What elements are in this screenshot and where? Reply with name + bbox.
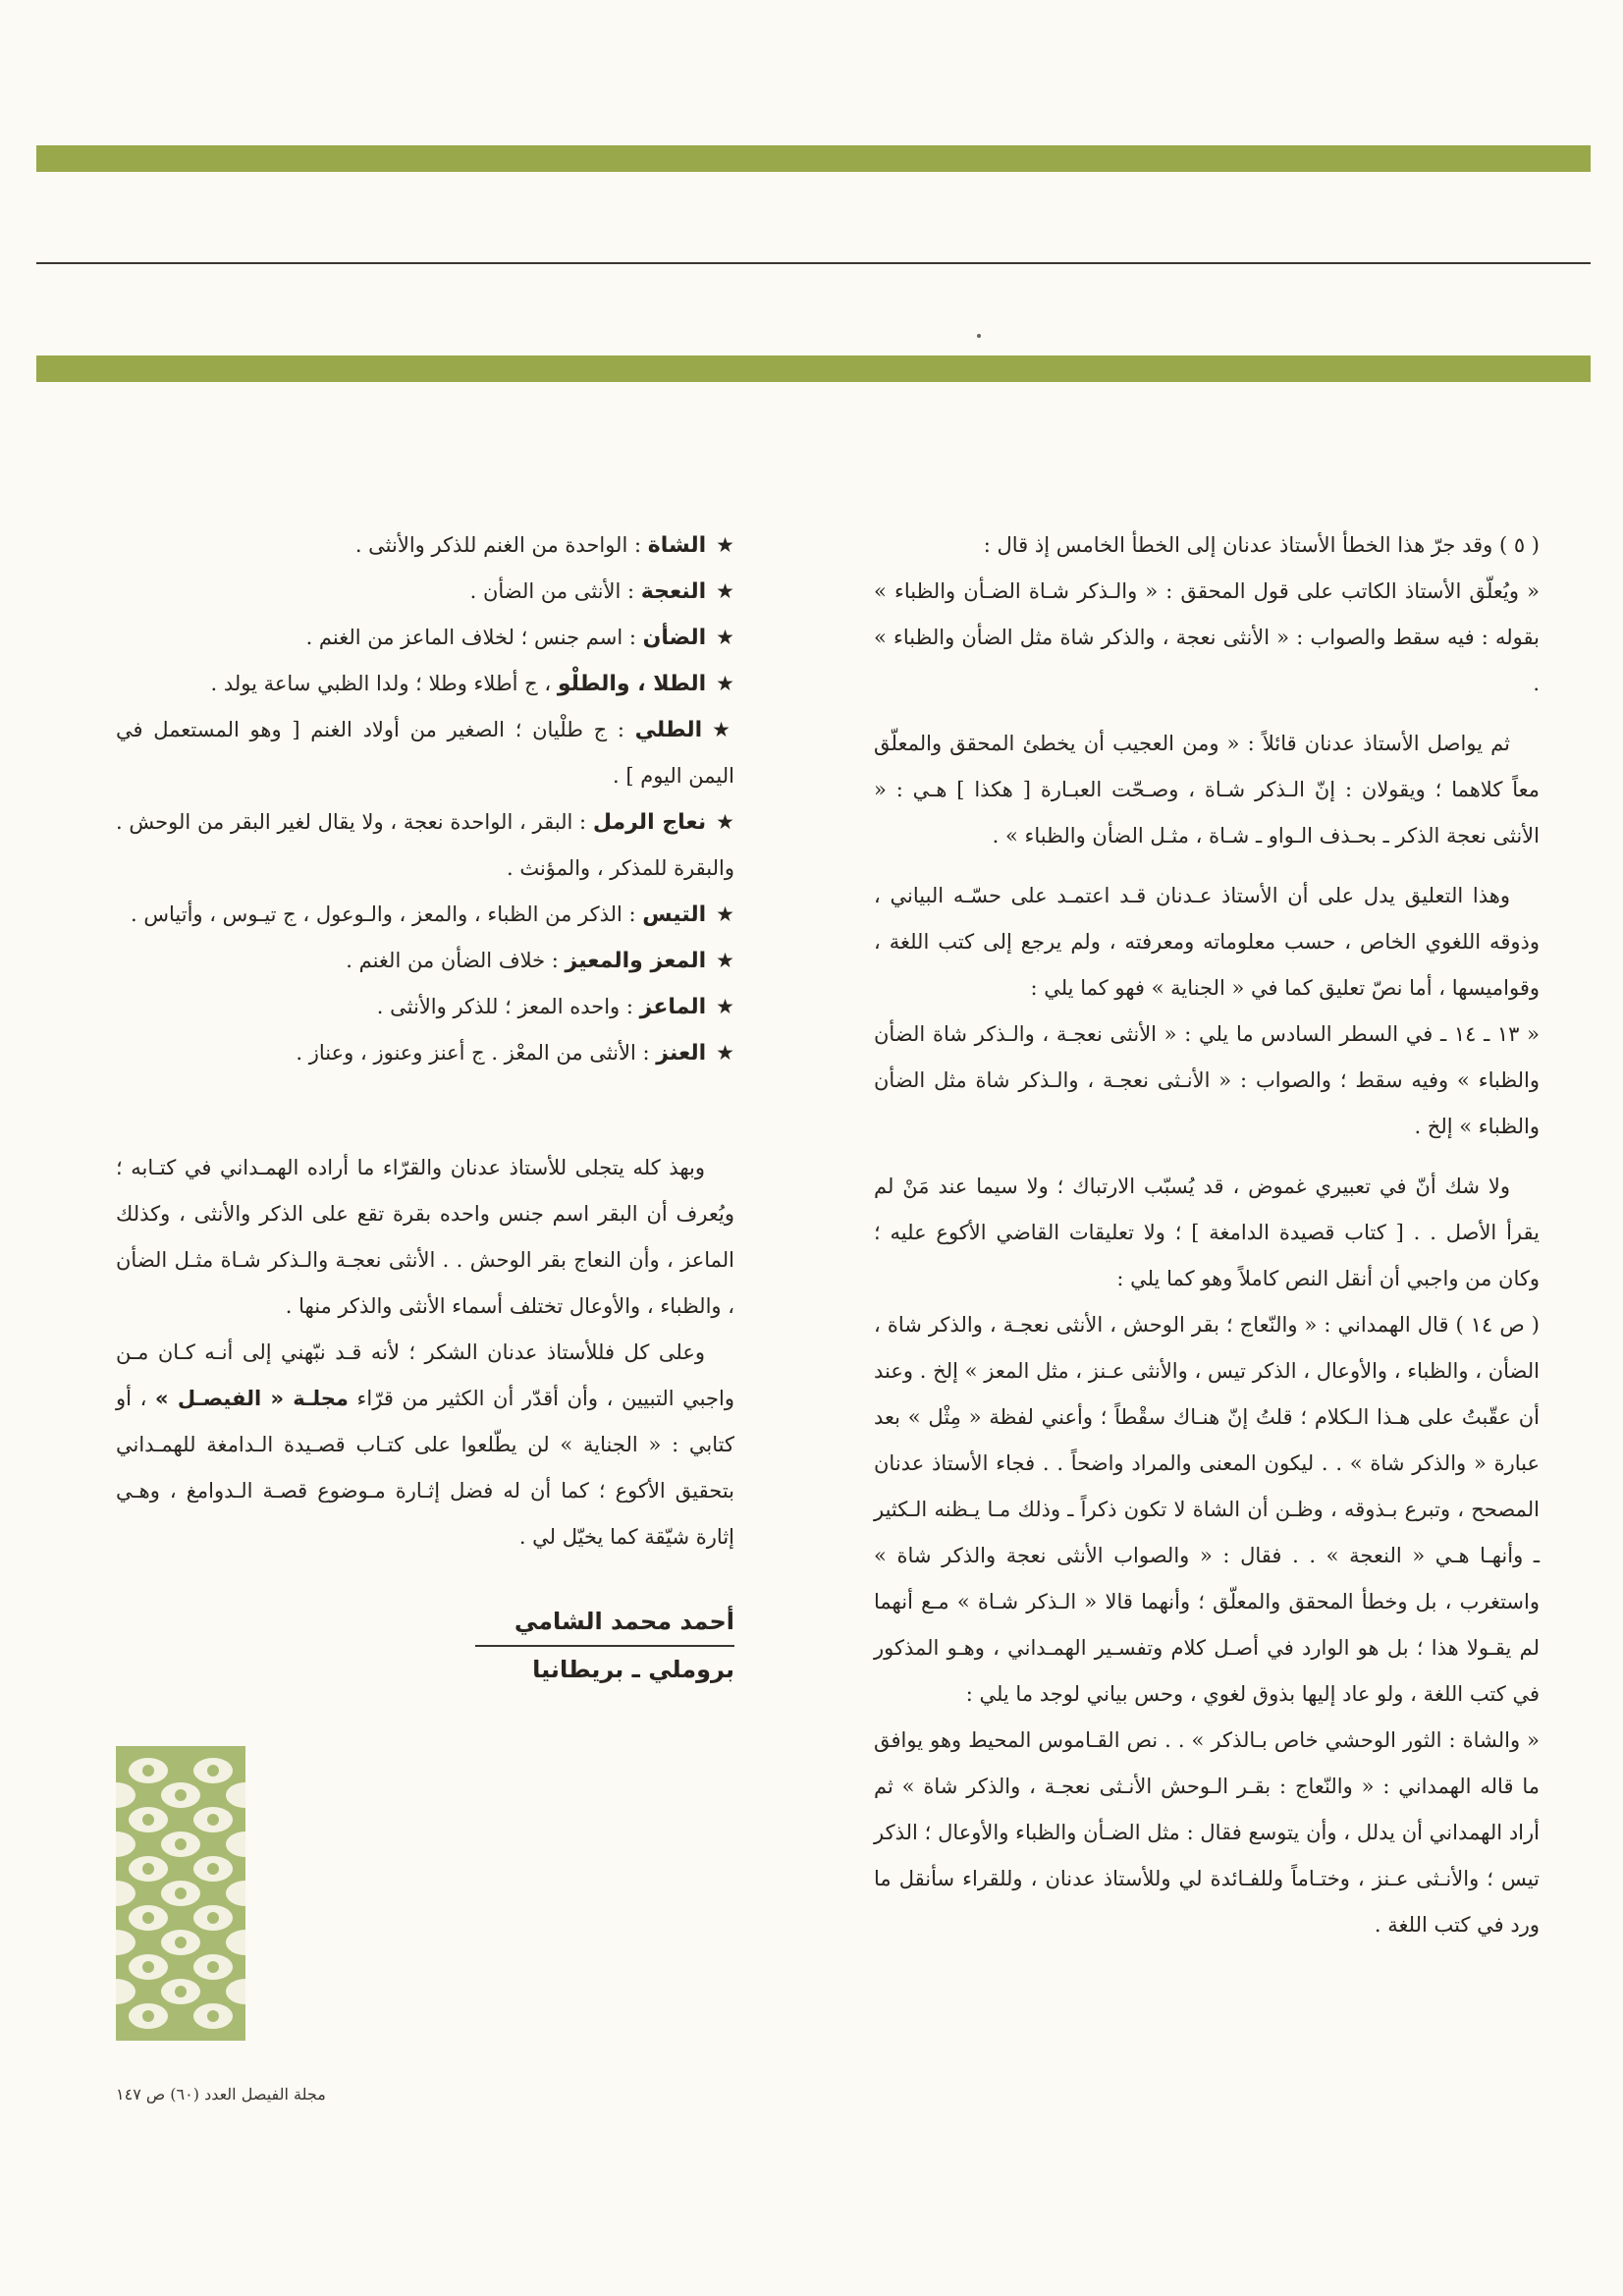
glossary-term: الماعز [639, 995, 707, 1019]
glossary-term: نعاج الرمل [592, 810, 707, 835]
glossary-list [116, 522, 734, 1076]
star-icon: ★ [716, 672, 734, 695]
glossary-term: الطلي [634, 718, 703, 742]
star-icon: ★ [716, 626, 734, 649]
glossary-definition: : ج طلْيان ؛ الصغير من أولاد الغنم [ وهو المستعمل في اليمن اليوم ] . [116, 718, 734, 788]
paragraph: ثم يواصل الأستاذ عدنان قائلاً : « ومن العجيب أن يخطئ المحقق والمعلّق معاً كلاهما ؛ ويقولان : إنّ الـذكر شـاة ، وصـحّت العبـارة [ هكذا ] هـي : « الأنثى نعجة الذكر ـ بحـذف الـواو ـ شـاة ، مثـل الضأن والظباء » . [874, 732, 1540, 847]
glossary-term: التيس [642, 902, 707, 927]
dot-mark [977, 334, 981, 338]
paragraph: ولا شك أنّ في تعبيري غموض ، قد يُسبّب الارتباك ؛ ولا سيما عند مَنْ لم يقرأ الأصل . . [ كتاب قصيدة الدامغة ] ؛ ولا تعليقات القاضي الأكوع عليه ؛ وكان من واجبي أن أنقل النص كاملاً وهو كما يلي : [874, 1175, 1540, 1290]
right-column [874, 522, 1540, 1948]
glossary-term: الشاة [647, 533, 707, 558]
glossary-term: الضأن [642, 626, 707, 650]
star-icon: ★ [716, 810, 735, 834]
glossary-item [116, 799, 734, 892]
signature-block [116, 1600, 734, 1692]
glossary-item [116, 522, 734, 569]
paragraph: وهذا التعليق يدل على أن الأستاذ عـدنان قـد اعتمـد على حسّـه البياني ، وذوقه اللغوي الخاص ، حسب معلوماته ومعرفته ، ولم يرجع إلى كتب اللغة ، وقواميسها ، أما نصّ تعليق كما في « الجناية » فهو كما يلي : [874, 884, 1540, 1000]
top-green-band [36, 145, 1591, 172]
conclusion-paragraph [116, 1330, 734, 1560]
conclusion-text: ، أو كتابي : « الجناية » لن يطّلعوا على كتـاب قصـيدة الـدامغة للهمـداني بتحقيق الأكوع ؛ كما أن له فضل إثـارة مـوضوع قصـة الـدوامغ ، وهـي إثارة شيّقة كما يخيّل لي . [116, 1387, 734, 1549]
conclusion-text: وعلى كل فللأستاذ عدنان الشكر ؛ لأنه قـد نبّهني إلى أنـه كـان مـن واجبي التبيين ، وأن أقدّر أن الكثير من قرّاء [116, 1340, 734, 1410]
glossary-item [116, 938, 734, 984]
conclusion-paragraph: وبهذ كله يتجلى للأستاذ عدنان والقرّاء ما أراده الهمـداني في كتـابه ؛ ويُعرف أن البقر اسم جنس واحده بقرة تقع على الذكر والأنثى ، وكذلك الماعز ، وأن النعاج بقر الوحش . . الأنثى نعجـة والـذكر شـاة مثـل الضأن ، والظباء ، والأوعال تختلف أسماء الأنثى والذكر منها . [116, 1156, 734, 1318]
glossary-term: النعجة [640, 579, 707, 604]
glossary-item [116, 707, 734, 799]
glossary-term: الطلا ، والطلْو [557, 672, 707, 696]
glossary-definition: : الذكر من الظباء ، والمعز ، والـوعول ، ج تيـوس ، وأتياس . [131, 902, 636, 926]
decorative-ornament [116, 1746, 245, 2041]
glossary-term: المعز والمعيز [565, 949, 707, 973]
footer-reference: مجلة الفيصل العدد (٦٠) ص ١٤٧ [116, 2085, 326, 2104]
glossary-term: العنز [656, 1041, 707, 1066]
glossary-definition: : اسم جنس ؛ لخلاف الماعز من الغنم . [305, 626, 636, 649]
glossary-item [116, 661, 734, 707]
star-icon: ★ [716, 533, 734, 557]
glossary-item [116, 615, 734, 661]
middle-green-band [36, 355, 1591, 382]
glossary-item [116, 984, 734, 1030]
author-name: أحمد محمد الشامي [475, 1602, 734, 1647]
magazine-name: مجلـة « الفيصـل » [155, 1387, 349, 1410]
author-location: بروملي ـ بريطانيا [532, 1656, 734, 1683]
paragraph: ( ٥ ) وقد جرّ هذا الخطأ الأستاذ عدنان إلى الخطأ الخامس إذ قال : [983, 533, 1540, 557]
horizontal-rule [36, 262, 1591, 264]
star-icon: ★ [712, 718, 734, 741]
glossary-item [116, 569, 734, 615]
star-icon: ★ [716, 995, 734, 1018]
glossary-definition: : واحده المعز ؛ للذكر والأنثى . [376, 995, 633, 1018]
paragraph: « ويُعلّق الأستاذ الكاتب على قول المحقق : « والـذكر شـاة الضـأن والظباء » بقوله : فيه سقط والصواب : « الأنثى نعجة ، والذكر شاة مثل الضأن والظباء » . [874, 579, 1540, 695]
glossary-definition: : الأنثى من الضأن . [469, 579, 635, 603]
glossary-item [116, 1030, 734, 1076]
paragraph: « ١٣ ـ ١٤ ـ في السطر السادس ما يلي : « الأنثى نعجـة ، والـذكر شاة الضأن والظباء » وفيه سقط ؛ والصواب : « الأنـثى نعجـة ، والـذكر شاة مثل الضأن والظباء » إلخ . [874, 1022, 1540, 1138]
glossary-definition: : البقر ، الواحدة نعجة ، ولا يقال لغير البقر من الوحش . والبقرة للمذكر ، والمؤنث . [116, 810, 734, 880]
glossary-definition: : خلاف الضأن من الغنم . [346, 949, 559, 972]
star-icon: ★ [716, 1041, 734, 1065]
glossary-definition: : الأنثى من المعْز . ج أعنز وعنوز ، وعناز . [296, 1041, 650, 1065]
glossary-item [116, 892, 734, 938]
paragraph: « والشاة : الثور الوحشي خاص بـالذكر » . . نص القـاموس المحيط وهو يوافق ما قاله الهمداني : « والنّعاج : بقـر الـوحش الأنـثى نعجـة ، والذكر شاة » ثم أراد الهمداني أن يدلل ، وأن يتوسع فقال : مثل الضـأن والظباء والأوعال ؛ الذكر تيس ؛ والأنـثى عـنز ، وختـاماً وللفـائدة لي وللأستاذ عدنان ، وللقراء سأنقل ما ورد في كتب اللغة . [874, 1728, 1540, 1937]
star-icon: ★ [716, 949, 734, 972]
left-column [116, 522, 734, 1692]
star-icon: ★ [716, 579, 734, 603]
glossary-definition: ، ج أطلاء وطلا ؛ ولدا الظبي ساعة يولد . [210, 672, 552, 695]
glossary-definition: : الواحدة من الغنم للذكر والأنثى . [354, 533, 642, 557]
star-icon: ★ [716, 902, 734, 926]
paragraph: ( ص ١٤ ) قال الهمداني : « والنّعاج ؛ بقر الوحش ، الأنثى نعجـة ، والذكر شاة ، الضأن ، والظباء ، والأوعال ، الذكر تيس ، والأنثى عـنز ، مثل المعز » إلخ . وعند أن عقّبتُ على هـذا الـكلام ؛ قلتُ إنّ هنـاك سقْطاً ؛ وأعني لفظة « مِثْل » بعد عبارة « والذكر شاة » . . ليكون المعنى والمراد واضحاً . . فجاء الأستاذ عدنان المصحح ، وتبرع بـذوقه ، وظـن أن الشاة لا تكون ذكراً ـ وذلك مـا يـظنه الـكثير ـ وأنهـا هـي « النعجة » . . فقال : « والصواب الأنثى نعجة والذكر شاة » واستغرب ، بل وخطأ المحقق والمعلّق ؛ وأنهما قالا « الـذكر شـاة » مـع أنهما لم يقـولا هذا ؛ بل هو الوارد في أصـل كلام وتفسـير الهمـداني ، وهـو المذكور في كتب اللغة ، ولو عاد إليها بذوق لغوي ، وحس بياني لوجد ما يلي : [874, 1313, 1540, 1706]
